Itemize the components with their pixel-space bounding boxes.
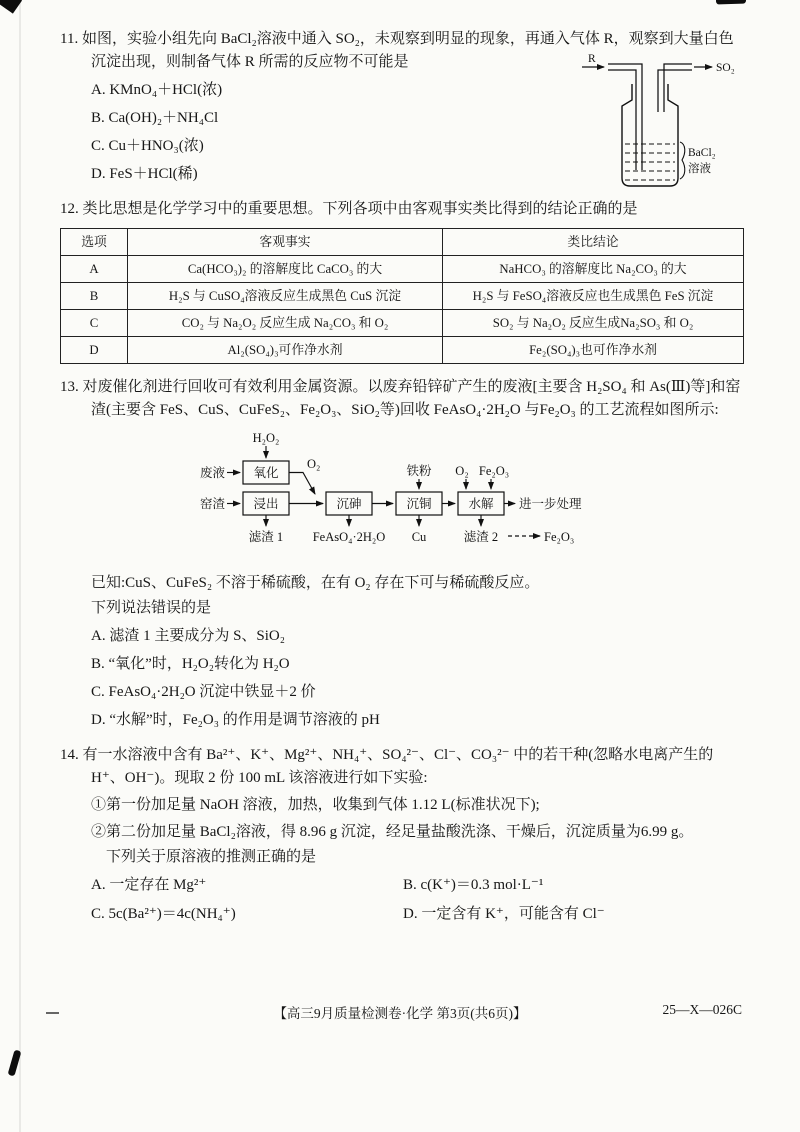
q13-stem: 13. 对废催化剂进行回收可有效利用金属资源。以废弃铅锌矿产生的废液[主要含 H₂SO₄ 和 As(Ⅲ)等]和窑渣(主要含 FeS、CuS、CuFeS₂、Fe₂O₃、SiO₂等)回收 FeAsO₄·2H₂O 与Fe₂O₃ 的工艺流程如图所示: (60, 379, 741, 418)
header-fact: 客观事实 (128, 229, 443, 256)
flow-h2o2-label: H₂O₂ (252, 431, 280, 445)
q14-experiment-2: ②第二份加足量 BaCl₂溶液，得 8.96 g 沉淀，经足量盐酸洗涤、干燥后，沉淀质量为6.99 g。 (91, 824, 694, 840)
q13-option-d: D. “水解”时，Fe₂O₃ 的作用是调节溶液的 pH (91, 712, 380, 728)
table-row (61, 256, 744, 283)
q13-process-flow-figure (196, 430, 742, 566)
paper-code: 25—X—026C (662, 1002, 742, 1017)
q14-options (60, 874, 742, 926)
flow-hydrolysis-label: 水解 (468, 497, 494, 511)
q14-option-b: B. c(K⁺)＝0.3 mol·L⁻¹ (403, 877, 544, 893)
footer-artifact-dash (46, 1012, 59, 1014)
q14-option-d: D. 一定含有 K⁺，可能含有 Cl⁻ (403, 906, 605, 922)
q13-prompt: 下列说法错误的是 (91, 600, 212, 616)
row-b-conclusion: H₂S 与 FeSO₄溶液反应也生成黑色 FeS 沉淀 (443, 283, 744, 310)
table-row (61, 283, 744, 310)
glass-tubes (608, 64, 692, 170)
table-header-row (61, 229, 744, 256)
table-row (61, 310, 744, 337)
flow-fe2o3-out-label: Fe₂O₃ (544, 530, 575, 544)
liquid-level-dashes (625, 144, 675, 180)
row-c-conclusion: SO₂ 与 Na₂O₂ 反应生成Na₂SO₃ 和 O₂ (443, 310, 744, 337)
flow-kiln-slag-label: 窑渣 (200, 497, 226, 511)
label-brace (680, 142, 685, 179)
gas-washing-bottle-diagram (580, 50, 752, 202)
q11-apparatus-figure (580, 50, 752, 202)
flow-further-label: 进一步处理 (519, 497, 582, 511)
question-11 (60, 28, 742, 186)
q14-option-c: C. 5c(Ba²⁺)＝4c(NH₄⁺) (91, 906, 236, 922)
question-13 (60, 376, 742, 732)
row-b-option: B (61, 283, 128, 310)
flow-iron-powder-label: 铁粉 (406, 464, 432, 478)
solution-label-line1: BaCl₂ (688, 147, 716, 159)
q11-option-c: C. Cu＋HNO₃(浓) (91, 138, 204, 154)
gas-so2-label: SO₂ (716, 62, 735, 74)
flow-feaso4-label: FeAsO₄·2H₂O (312, 530, 386, 544)
flow-waste-liquid-label: 废液 (200, 466, 226, 480)
q13-option-b: B. “氧化”时，H₂O₂转化为 H₂O (91, 656, 290, 672)
q13-known-info: 已知:CuS、CuFeS₂ 不溶于稀硫酸，在有 O₂ 存在下可与稀硫酸反应。 (91, 575, 540, 591)
question-12 (60, 198, 742, 364)
row-a-option: A (61, 256, 128, 283)
q14-experiment-1: ①第一份加足量 NaOH 溶液，加热，收集到气体 1.12 L(标准状况下); (91, 797, 540, 813)
q12-comparison-table (60, 228, 744, 364)
header-option: 选项 (61, 229, 128, 256)
gas-r-label: R (588, 53, 596, 65)
q11-option-d: D. FeS＋HCl(稀) (91, 166, 198, 182)
header-conclusion: 类比结论 (443, 229, 744, 256)
flow-residue2-label: 滤渣 2 (463, 530, 499, 544)
q12-stem: 12. 类比思想是化学学习中的重要思想。下列各项中由客观事实类比得到的结论正确的是 (60, 201, 638, 217)
row-d-fact: Al₂(SO₄)₃可作净水剂 (128, 337, 443, 364)
q13-option-c: C. FeAsO₄·2H₂O 沉淀中铁显＋2 价 (91, 684, 316, 700)
flow-copper-label: 沉铜 (406, 497, 432, 511)
flow-labels (200, 431, 582, 544)
footer-title: 【高三9月质量检测卷·化学 第3页(共6页)】 (273, 1006, 527, 1021)
row-a-conclusion: NaHCO₃ 的溶解度比 Na₂CO₃ 的大 (443, 256, 744, 283)
flow-o2-mid-label: O₂ (455, 464, 469, 478)
row-d-option: D (61, 337, 128, 364)
page-footer (0, 1002, 800, 1022)
flow-o2-top-label: O₂ (307, 457, 321, 471)
question-14 (60, 744, 742, 926)
flow-arrows (227, 446, 540, 536)
q14-stem: 14. 有一水溶液中含有 Ba²⁺、K⁺、Mg²⁺、NH₄⁺、SO₄²⁻、Cl⁻、CO₃²⁻ 中的若干种(忽略水电离产生的 H⁺、OH⁻)。现取 2 份 100 mL 该溶液进行如下实验: (60, 747, 714, 786)
table-row (61, 337, 744, 364)
q13-option-a: A. 滤渣 1 主要成分为 S、SiO₂ (91, 628, 285, 644)
flow-leaching-label: 浸出 (253, 497, 279, 511)
row-b-fact: H₂S 与 CuSO₄溶液反应生成黑色 CuS 沉淀 (128, 283, 443, 310)
q14-option-a: A. 一定存在 Mg²⁺ (91, 877, 207, 893)
q11-option-a: A. KMnO₄＋HCl(浓) (91, 82, 223, 98)
q11-option-b: B. Ca(OH)₂＋NH₄Cl (91, 110, 219, 126)
row-c-fact: CO₂ 与 Na₂O₂ 反应生成 Na₂CO₃ 和 O₂ (128, 310, 443, 337)
flow-cu-label: Cu (411, 530, 427, 544)
flow-residue1-label: 滤渣 1 (248, 530, 284, 544)
q14-prompt: 下列关于原溶液的推测正确的是 (106, 849, 317, 865)
row-a-fact: Ca(HCO₃)₂ 的溶解度比 CaCO₃ 的大 (128, 256, 443, 283)
process-flow-diagram (196, 430, 636, 558)
flow-oxidation-label: 氧化 (253, 466, 279, 480)
row-d-conclusion: Fe₂(SO₄)₃也可作净水剂 (443, 337, 744, 364)
flow-arsenic-label: 沉砷 (336, 497, 362, 511)
q11-stem: 11. 如图，实验小组先向 BaCl₂溶液中通入 SO₂，未观察到明显的现象，再通入气体 R，观察到大量白色沉淀出现，则制备气体 R 所需的反应物不可能是 (60, 31, 734, 70)
row-c-option: C (61, 310, 128, 337)
flow-fe2o3-in-label: Fe₂O₃ (478, 464, 510, 478)
solution-label-line2: 溶液 (688, 163, 711, 175)
